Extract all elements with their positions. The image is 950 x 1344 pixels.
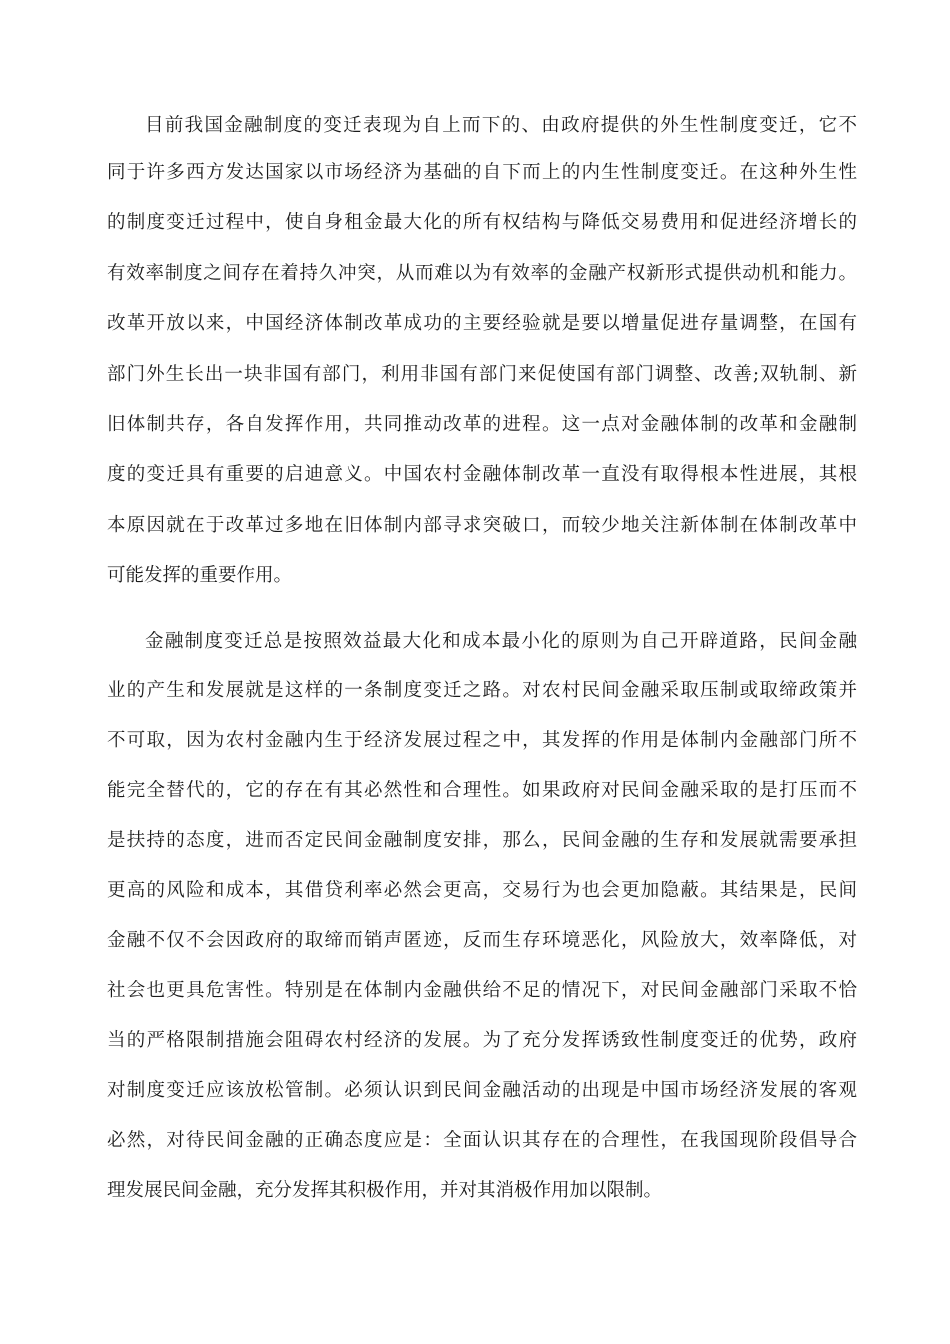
paragraph-2-line: 对制度变迁应该放松管制。必须认识到民间金融活动的出现是中国市场经济发展的客观 [107,1080,857,1101]
paragraph-1-line: 度的变迁具有重要的启迪意义。中国农村金融体制改革一直没有取得根本性进展，其根 [107,464,857,485]
paragraph-1-line: 部门外生长出一块非国有部门，利用非国有部门来促使国有部门调整、改善;双轨制、新 [107,364,857,385]
paragraph-1-line: 有效率制度之间存在着持久冲突，从而难以为有效率的金融产权新形式提供动机和能力。 [107,263,857,284]
paragraph-1-line: 的制度变迁过程中，使自身租金最大化的所有权结构与降低交易费用和促进经济增长的 [107,212,857,233]
paragraph-2-line: 业的产生和发展就是这样的一条制度变迁之路。对农村民间金融采取压制或取缔政策并 [107,680,857,701]
paragraph-1-line: 改革开放以来，中国经济体制改革成功的主要经验就是要以增量促进存量调整，在国有 [107,313,857,334]
paragraph-1-line: 可能发挥的重要作用。 [107,565,293,586]
paragraph-2-line: 理发展民间金融，充分发挥其积极作用，并对其消极作用加以限制。 [107,1180,663,1201]
paragraph-2-line: 不可取，因为农村金融内生于经济发展过程之中，其发挥的作用是体制内金融部门所不 [107,730,857,751]
paragraph-2-line: 当的严格限制措施会阻碍农村经济的发展。为了充分发挥诱致性制度变迁的优势，政府 [107,1030,857,1051]
paragraph-2-line: 社会也更具危害性。特别是在体制内金融供给不足的情况下，对民间金融部门采取不恰 [107,980,857,1001]
paragraph-2-line: 金融不仅不会因政府的取缔而销声匿迹，反而生存环境恶化，风险放大，效率降低，对 [107,930,857,951]
paragraph-1-line: 本原因就在于改革过多地在旧体制内部寻求突破口，而较少地关注新体制在体制改革中 [107,515,857,536]
paragraph-2-line: 金融制度变迁总是按照效益最大化和成本最小化的原则为自己开辟道路，民间金融 [145,631,857,652]
paragraph-2-line: 能完全替代的，它的存在有其必然性和合理性。如果政府对民间金融采取的是打压而不 [107,780,857,801]
paragraph-2-line: 是扶持的态度，进而否定民间金融制度安排，那么，民间金融的生存和发展就需要承担 [107,830,857,851]
paragraph-1-line: 旧体制共存，各自发挥作用，共同推动改革的进程。这一点对金融体制的改革和金融制 [107,414,857,435]
paragraph-2-line: 更高的风险和成本，其借贷利率必然会更高，交易行为也会更加隐蔽。其结果是，民间 [107,880,857,901]
paragraph-1-line: 目前我国金融制度的变迁表现为自上而下的、由政府提供的外生性制度变迁，它不 [145,115,857,136]
paragraph-2-line: 必然，对待民间金融的正确态度应是：全面认识其存在的合理性，在我国现阶段倡导合 [107,1130,857,1151]
paragraph-1-line: 同于许多西方发达国家以市场经济为基础的自下而上的内生性制度变迁。在这种外生性 [107,162,857,183]
